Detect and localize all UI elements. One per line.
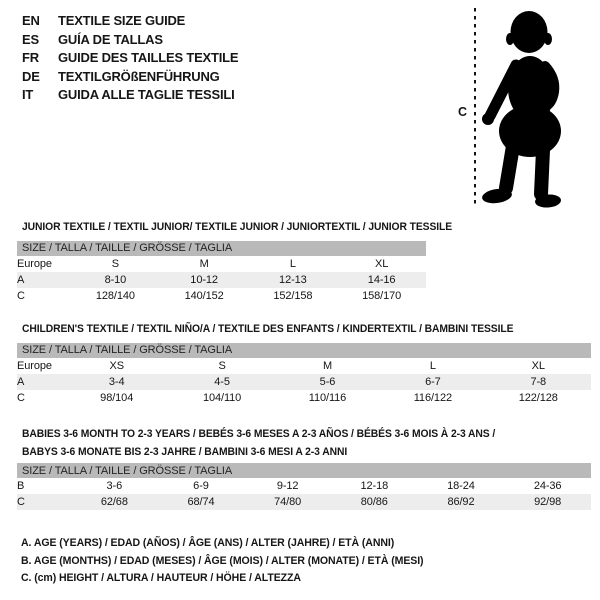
- measure-c-label: C: [458, 105, 468, 119]
- height-measure-line: [474, 8, 476, 208]
- cell-value: 152/158: [273, 289, 313, 302]
- table-row: [17, 288, 426, 304]
- table-row: [17, 272, 426, 288]
- cell-value: 9-12: [276, 480, 299, 492]
- size-header-bar: [17, 241, 426, 256]
- cell-value: XS: [109, 359, 124, 372]
- cell-value: L: [429, 359, 436, 372]
- cell-value: 110/116: [308, 391, 347, 404]
- language-code: EN: [22, 13, 40, 28]
- footnote: B. AGE (MONTHS) / EDAD (MESES) / ÂGE (MOIS) / ALTER (MONATE) / ETÀ (MESI): [21, 554, 424, 567]
- cell-value: XL: [374, 257, 389, 270]
- cell-value: 104/110: [202, 391, 242, 404]
- language-code: DE: [22, 68, 40, 84]
- cell-value: 7-8: [486, 374, 591, 390]
- cell-value: 80/86: [331, 494, 418, 510]
- table-row: [17, 358, 591, 374]
- table-title: [22, 321, 557, 339]
- row-label: A: [17, 374, 64, 390]
- cell-value: 98/104: [100, 391, 134, 404]
- table-title: [22, 426, 557, 461]
- size-table: [17, 241, 426, 304]
- cell-value: 140/152: [184, 289, 224, 302]
- cell-value: 3-6: [106, 480, 123, 492]
- size-table: [17, 463, 591, 510]
- cell-value: S: [218, 359, 226, 372]
- row-label: B: [17, 480, 25, 492]
- row-label: A: [17, 272, 71, 288]
- size-header-label: SIZE / TALLA / TAILLE / GRÖSSE / TAGLIA: [17, 463, 591, 478]
- cell-value: S: [111, 257, 119, 270]
- table-slot-children: [17, 321, 591, 406]
- language-label: TEXTILE SIZE GUIDE: [58, 13, 186, 28]
- size-header-bar: [17, 343, 591, 358]
- row-label: C: [17, 289, 25, 302]
- language-code: ES: [22, 31, 39, 47]
- language-list: [22, 12, 238, 105]
- cell-value: 14-16: [337, 272, 426, 288]
- baby-ear-right: [544, 33, 552, 45]
- cell-value: 12-13: [249, 272, 338, 288]
- baby-leg-right: [541, 150, 543, 194]
- cell-value: L: [289, 257, 296, 270]
- table-slot-junior: [17, 219, 453, 304]
- size-table: [17, 343, 591, 406]
- language-label: GUIDA ALLE TAGLIE TESSILI: [58, 87, 235, 103]
- language-label: TEXTILGRÖßENFÜHRUNG: [58, 68, 220, 84]
- baby-hand-right: [540, 103, 551, 114]
- cell-value: 12-18: [360, 480, 389, 492]
- cell-value: 74/80: [244, 494, 331, 510]
- row-label: C: [17, 494, 71, 510]
- table-title-line: JUNIOR TEXTILE / TEXTIL JUNIOR/ TEXTILE JUNIOR / JUNIORTEXTIL / JUNIOR TESSILE: [22, 221, 453, 233]
- size-header-label: SIZE / TALLA / TAILLE / GRÖSSE / TAGLIA: [17, 241, 426, 256]
- cell-value: 10-12: [160, 272, 249, 288]
- cell-value: 86/92: [418, 494, 505, 510]
- language-label: GUÍA DE TALLAS: [58, 31, 163, 47]
- cell-value: 92/98: [504, 494, 591, 510]
- cell-value: 128/140: [95, 289, 135, 302]
- language-code: IT: [22, 87, 34, 103]
- cell-value: 5-6: [275, 374, 380, 390]
- cell-value: 122/128: [518, 391, 558, 404]
- table-slot-babies: [17, 426, 591, 510]
- baby-head: [511, 11, 548, 53]
- size-header-label: SIZE / TALLA / TAILLE / GRÖSSE / TAGLIA: [17, 343, 591, 358]
- cell-value: 116/122: [413, 391, 452, 404]
- table-row: [17, 494, 591, 510]
- table-row: [17, 256, 426, 272]
- language-code: FR: [22, 50, 39, 66]
- row-label: C: [17, 391, 25, 404]
- language-row: [22, 12, 238, 31]
- language-row: [22, 68, 238, 87]
- cell-value: 62/68: [71, 494, 158, 510]
- cell-value: 8-10: [71, 272, 160, 288]
- language-row: [22, 86, 238, 105]
- table-row: [17, 478, 591, 494]
- cell-value: 6-7: [380, 374, 485, 390]
- table-row: [17, 374, 591, 390]
- cell-value: 24-36: [533, 480, 562, 492]
- table-title: [22, 219, 453, 237]
- baby-hand-left: [482, 113, 494, 125]
- cell-value: 3-4: [64, 374, 169, 390]
- cell-value: XL: [531, 359, 545, 372]
- baby-silhouette-icon: [478, 8, 573, 210]
- cell-value: 4-5: [169, 374, 274, 390]
- table-title-line: BABYS 3-6 MONATE BIS 2-3 JAHRE / BAMBINI 3-6 MESI A 2-3 ANNI: [22, 445, 348, 458]
- baby-ear-left: [506, 33, 514, 45]
- cell-value: M: [322, 359, 333, 372]
- footnote: C. (cm) HEIGHT / ALTURA / HAUTEUR / HÖHE / ALTEZZA: [21, 572, 301, 585]
- footnote: A. AGE (YEARS) / EDAD (AÑOS) / ÂGE (ANS) / ALTER (JAHRE) / ETÀ (ANNI): [21, 537, 395, 549]
- language-row: [22, 31, 238, 50]
- row-label: Europe: [17, 257, 52, 270]
- table-title-line: CHILDREN'S TEXTILE / TEXTIL NIÑO/A / TEXTILE DES ENFANTS / KINDERTEXTIL / BAMBINI TESSILE: [22, 323, 514, 335]
- cell-value: 18-24: [447, 480, 475, 492]
- size-header-bar: [17, 463, 591, 478]
- cell-value: 158/170: [362, 289, 402, 302]
- row-label: Europe: [17, 359, 52, 372]
- baby-leg-left: [506, 146, 513, 188]
- cell-value: M: [199, 257, 209, 270]
- language-label: GUIDE DES TAILLES TEXTILE: [58, 50, 239, 66]
- table-row: [17, 390, 591, 406]
- cell-value: 6-9: [193, 480, 209, 492]
- table-title-line: BABIES 3-6 MONTH TO 2-3 YEARS / BEBÉS 3-6 MESES A 2-3 AÑOS / BÉBÉS 3-6 MOIS À 2-3 ANS /: [22, 428, 496, 440]
- footnotes: [21, 535, 423, 588]
- cell-value: 68/74: [158, 494, 245, 510]
- language-row: [22, 49, 238, 68]
